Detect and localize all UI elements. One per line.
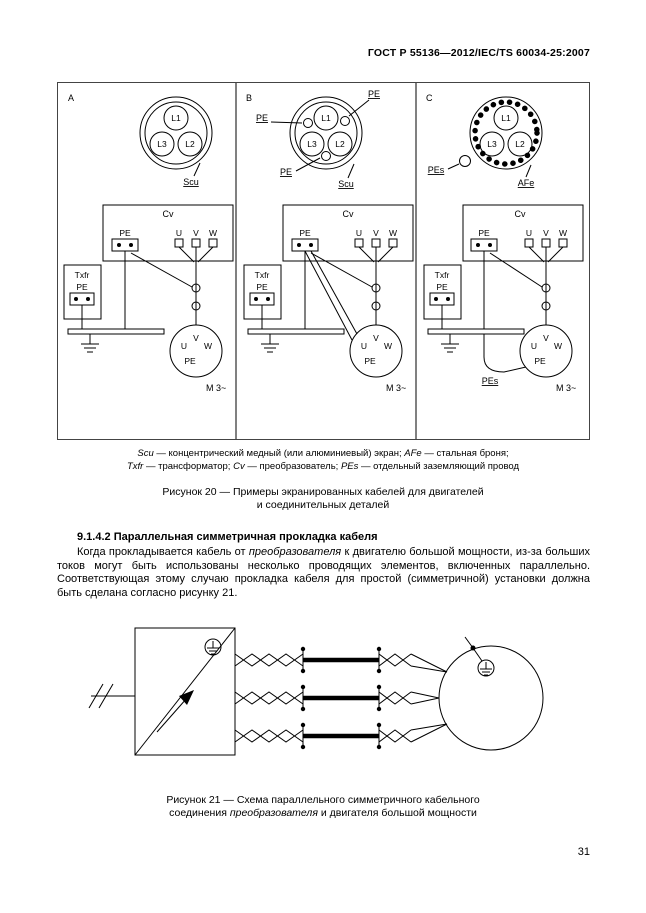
caption-line-1: Рисунок 20 — Примеры экранированных кабелей для двигателей (162, 486, 484, 498)
motor-pe-label: PE (534, 356, 546, 366)
terminal-v-label: V (193, 228, 199, 238)
earthing-bus (68, 251, 164, 352)
transformer-label: Txfr (74, 270, 90, 280)
conductor-l3-label: L3 (157, 139, 167, 149)
motor (170, 325, 226, 393)
pe-conductor-label: PE (255, 113, 269, 123)
cable-cross-section-armoured (428, 97, 542, 188)
pe-conductor-label: PE (367, 89, 381, 99)
converter-box (283, 205, 413, 261)
legend-line-2: Txfr — трансформатор; Cv — преобразователь; PEs — отдельный заземляющий провод (126, 461, 520, 472)
panel-label-b: B (246, 93, 253, 103)
conductor-l2-label: L2 (185, 139, 195, 149)
motor-w-label: W (383, 341, 393, 351)
motor (350, 325, 406, 393)
converter-cv-label: Cv (514, 209, 526, 219)
panel-label-c: C (426, 93, 433, 103)
converter-cv-label: Cv (162, 209, 174, 219)
figure-20-legend (0, 447, 646, 473)
conductor-l2-label: L2 (335, 139, 345, 149)
legend-line-1: Scu — концентрический медный (или алюминиевый) экран; AFe — стальная броня; (137, 448, 509, 459)
motor-symbol (439, 637, 543, 750)
terminal-v-label: V (373, 228, 379, 238)
figure-20 (57, 82, 590, 440)
motor-type-label: М 3~ (556, 383, 577, 393)
earth-symbol (205, 639, 221, 655)
motor-u-label: U (180, 341, 188, 351)
figure-21-diagram (73, 620, 573, 792)
pe-terminal-label: PE (256, 282, 268, 292)
converter-cv-label: Cv (342, 209, 354, 219)
conductor-l1-label: L1 (501, 113, 511, 123)
motor-pe-label: PE (184, 356, 196, 366)
motor-w-label: W (553, 341, 563, 351)
section-paragraph: Когда прокладывается кабель от преобразователя к двигателю большой мощности, из-за больших токов могут быть использованы несколько проводящих элементов, включенных параллельно. Соответствующая этому случаю прокладка кабеля для простой (симметричной) установки должна быть сделана согласно рисунку 21. (57, 546, 590, 599)
page-number: 31 (577, 846, 590, 858)
motor-v-label: V (543, 333, 549, 343)
terminal-w-label: W (208, 228, 218, 238)
armour-afe-label: AFe (517, 178, 535, 188)
figure-20-diagram (58, 83, 589, 439)
motor (520, 325, 576, 393)
terminal-u-label: U (355, 228, 363, 238)
cable-bundle-2 (235, 685, 439, 711)
conductor-l2-label: L2 (515, 139, 525, 149)
figure-21-caption (0, 794, 646, 820)
pes-conductor-label: PEs (427, 165, 445, 175)
motor-w-label: W (203, 341, 213, 351)
motor-u-label: U (360, 341, 368, 351)
pe-terminal-label: PE (436, 282, 448, 292)
fig20-panel-a (64, 93, 233, 393)
motor-v-label: V (193, 333, 199, 343)
motor-pe-label: PE (364, 356, 376, 366)
section-heading: 9.1.4.2 Параллельная симметричная прокладка кабеля (77, 531, 378, 543)
pe-conductor-label: PE (279, 167, 293, 177)
transformer-label: Txfr (254, 270, 270, 280)
converter-box (463, 205, 583, 261)
earth-symbol (478, 660, 494, 676)
pe-terminal-label: PE (119, 228, 131, 238)
motor-cable (131, 247, 213, 325)
terminal-u-label: U (175, 228, 183, 238)
terminal-u-label: U (525, 228, 533, 238)
fig20-panel-c (424, 93, 583, 393)
motor-type-label: М 3~ (206, 383, 227, 393)
conductor-l3-label: L3 (487, 139, 497, 149)
motor-cable (482, 247, 563, 386)
terminal-v-label: V (543, 228, 549, 238)
motor-v-label: V (373, 333, 379, 343)
fig20-panel-b (244, 89, 413, 393)
figure-21 (73, 620, 573, 792)
terminal-w-label: W (558, 228, 568, 238)
pes-wire-label: PEs (481, 376, 499, 386)
caption-line-2: соединения преобразователя и двигателя большой мощности (169, 807, 477, 819)
motor-type-label: М 3~ (386, 383, 407, 393)
transformer-label: Txfr (434, 270, 450, 280)
document-header: ГОСТ Р 55136—2012/IEC/TS 60034-25:2007 (367, 47, 590, 59)
figure-20-caption (0, 486, 646, 512)
panel-label-a: A (68, 93, 75, 103)
pe-terminal-label: PE (299, 228, 311, 238)
terminal-w-label: W (388, 228, 398, 238)
caption-line-2: и соединительных деталей (256, 499, 390, 511)
conductor-l1-label: L1 (321, 113, 331, 123)
motor-u-label: U (530, 341, 538, 351)
conductor-l3-label: L3 (307, 139, 317, 149)
earthing-bus (248, 251, 344, 352)
screen-scu-label: Scu (183, 177, 199, 187)
cable-bundle-1 (235, 647, 447, 673)
cable-cross-section-scu-pe (256, 89, 380, 189)
cable-bundle-3 (235, 723, 447, 749)
pe-terminal-label: PE (478, 228, 490, 238)
pe-terminal-label: PE (76, 282, 88, 292)
converter-box (103, 205, 233, 261)
cable-cross-section-scu (140, 97, 212, 187)
screen-scu-label: Scu (338, 179, 354, 189)
converter-symbol (89, 628, 235, 755)
conductor-l1-label: L1 (171, 113, 181, 123)
caption-line-1: Рисунок 21 — Схема параллельного симметричного кабельного (166, 794, 480, 806)
